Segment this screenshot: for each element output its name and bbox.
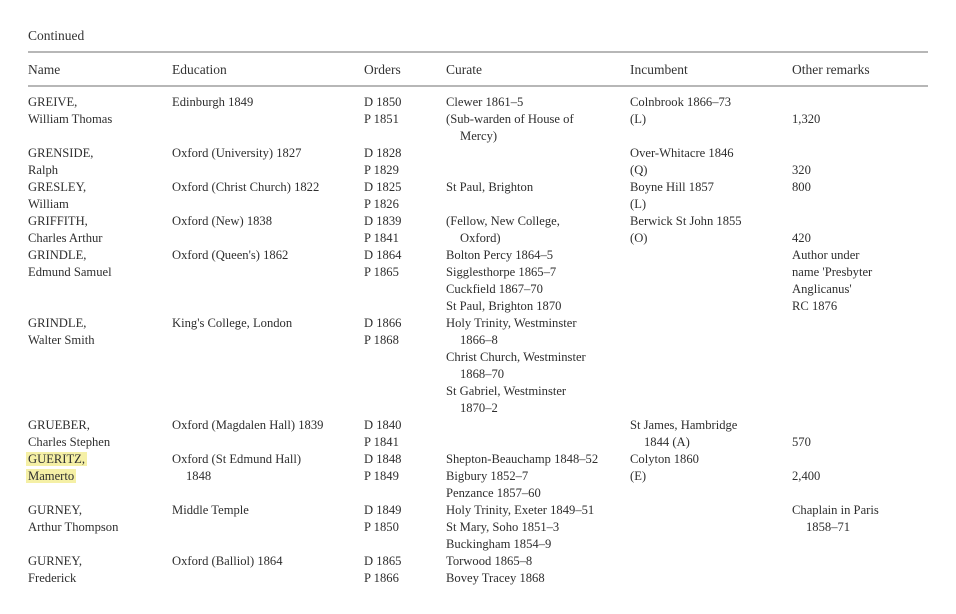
curate-line: 1870–2	[460, 401, 498, 415]
incumbent-cell	[630, 417, 737, 451]
table-row	[28, 213, 928, 247]
orders-line: P 1829	[364, 163, 399, 177]
remarks-line	[792, 94, 820, 111]
remarks-line: 420	[792, 231, 811, 245]
curate-cell	[446, 213, 560, 247]
remarks-cell	[792, 179, 811, 196]
education-line: Middle Temple	[172, 503, 249, 517]
header-other-remarks: Other remarks	[792, 62, 870, 77]
name-line: Charles Stephen	[28, 435, 111, 449]
orders-line: D 1848	[364, 452, 402, 466]
curate-line: Bovey Tracey 1868	[446, 571, 545, 585]
curate-line: Penzance 1857–60	[446, 486, 541, 500]
orders-line: D 1849	[364, 503, 402, 517]
education-cell	[172, 179, 319, 196]
orders-cell	[364, 94, 401, 128]
top-rule	[28, 51, 928, 53]
incumbent-line: Berwick St John 1855	[630, 214, 742, 228]
remarks-line: Anglicanus'	[792, 282, 852, 296]
curate-line: St Paul, Brighton 1870	[446, 299, 562, 313]
orders-line: P 1841	[364, 231, 399, 245]
incumbent-line: 1844 (A)	[644, 435, 690, 449]
incumbent-line: (L)	[630, 197, 647, 211]
curate-cell	[446, 502, 594, 553]
curate-cell	[446, 94, 574, 145]
orders-line: P 1866	[364, 571, 399, 585]
orders-line: D 1828	[364, 146, 402, 160]
remarks-cell	[792, 451, 820, 485]
curate-line: Sigglesthorpe 1865–7	[446, 265, 557, 279]
education-cell	[172, 315, 292, 332]
orders-line: P 1851	[364, 112, 399, 126]
header-orders: Orders	[364, 62, 401, 77]
remarks-line: Chaplain in Paris	[792, 503, 879, 517]
curate-line: Christ Church, Westminster	[446, 350, 586, 364]
curate-line: Torwood 1865–8	[446, 554, 533, 568]
orders-line: P 1868	[364, 333, 399, 347]
incumbent-cell	[630, 145, 734, 179]
remarks-cell	[792, 417, 811, 451]
curate-line: Buckingham 1854–9	[446, 537, 552, 551]
table-row	[28, 502, 928, 553]
name-line: Arthur Thompson	[28, 520, 119, 534]
orders-cell	[364, 315, 401, 349]
name-cell	[28, 417, 110, 451]
incumbent-cell	[630, 213, 742, 247]
remarks-line	[792, 451, 820, 468]
name-line: William Thomas	[28, 112, 113, 126]
incumbent-line: (O)	[630, 231, 648, 245]
orders-line: P 1865	[364, 265, 399, 279]
remarks-line: 800	[792, 180, 811, 194]
education-cell	[172, 247, 288, 264]
name-line: GRUEBER,	[28, 418, 90, 432]
education-cell	[172, 213, 272, 230]
name-cell	[28, 451, 87, 485]
education-line: Oxford (Christ Church) 1822	[172, 180, 320, 194]
table-row	[28, 94, 928, 145]
continued-label: Continued	[28, 28, 85, 43]
remarks-cell	[792, 145, 811, 179]
remarks-line: 2,400	[792, 469, 821, 483]
education-cell	[172, 502, 249, 519]
orders-line: P 1826	[364, 197, 399, 211]
name-line: Charles Arthur	[28, 231, 103, 245]
remarks-cell	[792, 213, 811, 247]
remarks-line: 320	[792, 163, 811, 177]
orders-cell	[364, 179, 401, 213]
orders-cell	[364, 247, 401, 281]
orders-line: P 1850	[364, 520, 399, 534]
orders-line: P 1841	[364, 435, 399, 449]
curate-line: St Gabriel, Westminster	[446, 384, 567, 398]
curate-line: 1868–70	[460, 367, 505, 381]
curate-line: 1866–8	[460, 333, 498, 347]
curate-line: Shepton-Beauchamp 1848–52	[446, 452, 599, 466]
name-line: GRINDLE,	[28, 248, 87, 262]
curate-cell	[446, 179, 533, 196]
remarks-line: Author under	[792, 248, 860, 262]
education-cell	[172, 553, 283, 570]
name-line: GURNEY,	[28, 503, 82, 517]
name-line: William	[28, 197, 69, 211]
remarks-line	[792, 213, 811, 230]
education-cell	[172, 451, 301, 485]
education-cell	[172, 417, 323, 434]
incumbent-line: (Q)	[630, 163, 648, 177]
name-cell	[28, 179, 86, 213]
education-line: Oxford (Magdalen Hall) 1839	[172, 418, 324, 432]
name-line: Frederick	[28, 571, 77, 585]
incumbent-line: Boyne Hill 1857	[630, 180, 714, 194]
name-line: Walter Smith	[28, 333, 95, 347]
curate-line: Bigbury 1852–7	[446, 469, 529, 483]
name-cell	[28, 502, 118, 536]
orders-cell	[364, 417, 401, 451]
name-line: GURNEY,	[28, 554, 82, 568]
name-cell	[28, 94, 112, 128]
curate-line: Mercy)	[460, 129, 498, 143]
orders-line: D 1825	[364, 180, 402, 194]
table-row	[28, 553, 928, 587]
orders-cell	[364, 451, 401, 485]
highlighted-name: Mamerto	[28, 469, 75, 483]
table-row	[28, 451, 928, 502]
curate-line: (Sub-warden of House of	[446, 112, 574, 126]
incumbent-cell	[630, 179, 714, 213]
name-line	[28, 451, 87, 468]
table-row	[28, 179, 928, 213]
table-row	[28, 145, 928, 179]
education-line: Oxford (Queen's) 1862	[172, 248, 289, 262]
name-line: GRINDLE,	[28, 316, 87, 330]
orders-line: P 1849	[364, 469, 399, 483]
table-row	[28, 247, 928, 315]
orders-line: D 1839	[364, 214, 402, 228]
remarks-cell	[792, 247, 872, 315]
remarks-line	[792, 417, 811, 434]
header-curate: Curate	[446, 62, 482, 77]
name-line: GRESLEY,	[28, 180, 87, 194]
curate-line: Clewer 1861–5	[446, 95, 524, 109]
curate-cell	[446, 247, 561, 315]
orders-cell	[364, 502, 401, 536]
name-line: GRENSIDE,	[28, 146, 94, 160]
curate-line: Oxford)	[460, 231, 501, 245]
remarks-line: RC 1876	[792, 299, 838, 313]
curate-line: Holy Trinity, Exeter 1849–51	[446, 503, 595, 517]
orders-line: D 1866	[364, 316, 402, 330]
remarks-line: name 'Presbyter	[792, 265, 873, 279]
orders-cell	[364, 213, 401, 247]
education-line: Oxford (New) 1838	[172, 214, 273, 228]
curate-cell	[446, 315, 586, 417]
education-line: 1848	[186, 469, 212, 483]
incumbent-line: Colnbrook 1866–73	[630, 95, 732, 109]
incumbent-line: St James, Hambridge	[630, 418, 738, 432]
name-cell	[28, 553, 82, 587]
incumbent-line: (L)	[630, 112, 647, 126]
header-incumbent: Incumbent	[630, 62, 688, 77]
header-rule	[28, 85, 928, 87]
incumbent-cell	[630, 451, 699, 485]
name-cell	[28, 213, 103, 247]
education-line: Oxford (St Edmund Hall)	[172, 452, 302, 466]
education-line: King's College, London	[172, 316, 293, 330]
table-row	[28, 315, 928, 417]
remarks-cell	[792, 502, 879, 536]
education-line: Edinburgh 1849	[172, 95, 254, 109]
orders-cell	[364, 553, 401, 587]
incumbent-cell	[630, 94, 731, 128]
curate-line: St Paul, Brighton	[446, 180, 534, 194]
remarks-cell	[792, 94, 820, 128]
incumbent-line: Over-Whitacre 1846	[630, 146, 734, 160]
name-line: Edmund Samuel	[28, 265, 112, 279]
name-line: GREIVE,	[28, 95, 78, 109]
curate-cell	[446, 553, 545, 587]
name-line: GRIFFITH,	[28, 214, 88, 228]
name-cell	[28, 247, 112, 281]
education-cell	[172, 94, 253, 111]
education-line: Oxford (Balliol) 1864	[172, 554, 283, 568]
curate-line: (Fellow, New College,	[446, 214, 560, 228]
orders-line: D 1850	[364, 95, 402, 109]
orders-line: D 1840	[364, 418, 402, 432]
remarks-line: 1,320	[792, 112, 821, 126]
education-cell	[172, 145, 301, 162]
name-cell	[28, 315, 95, 349]
clergy-table-body	[28, 94, 928, 587]
remarks-line: 1858–71	[806, 520, 851, 534]
orders-line: D 1864	[364, 248, 402, 262]
header-name: Name	[28, 62, 61, 77]
table-row	[28, 417, 928, 451]
orders-line: D 1865	[364, 554, 402, 568]
header-education: Education	[172, 62, 227, 77]
remarks-line: 570	[792, 435, 811, 449]
highlighted-name: GUERITZ,	[28, 452, 86, 466]
curate-cell	[446, 451, 598, 502]
incumbent-line: Colyton 1860	[630, 452, 699, 466]
name-line: Ralph	[28, 163, 59, 177]
education-line: Oxford (University) 1827	[172, 146, 302, 160]
incumbent-line: (E)	[630, 469, 647, 483]
name-line	[28, 468, 87, 485]
curate-line: Cuckfield 1867–70	[446, 282, 543, 296]
remarks-line	[792, 145, 811, 162]
curate-line: Bolton Percy 1864–5	[446, 248, 554, 262]
curate-line: Holy Trinity, Westminster	[446, 316, 577, 330]
curate-line: St Mary, Soho 1851–3	[446, 520, 560, 534]
name-cell	[28, 145, 93, 179]
orders-cell	[364, 145, 401, 179]
